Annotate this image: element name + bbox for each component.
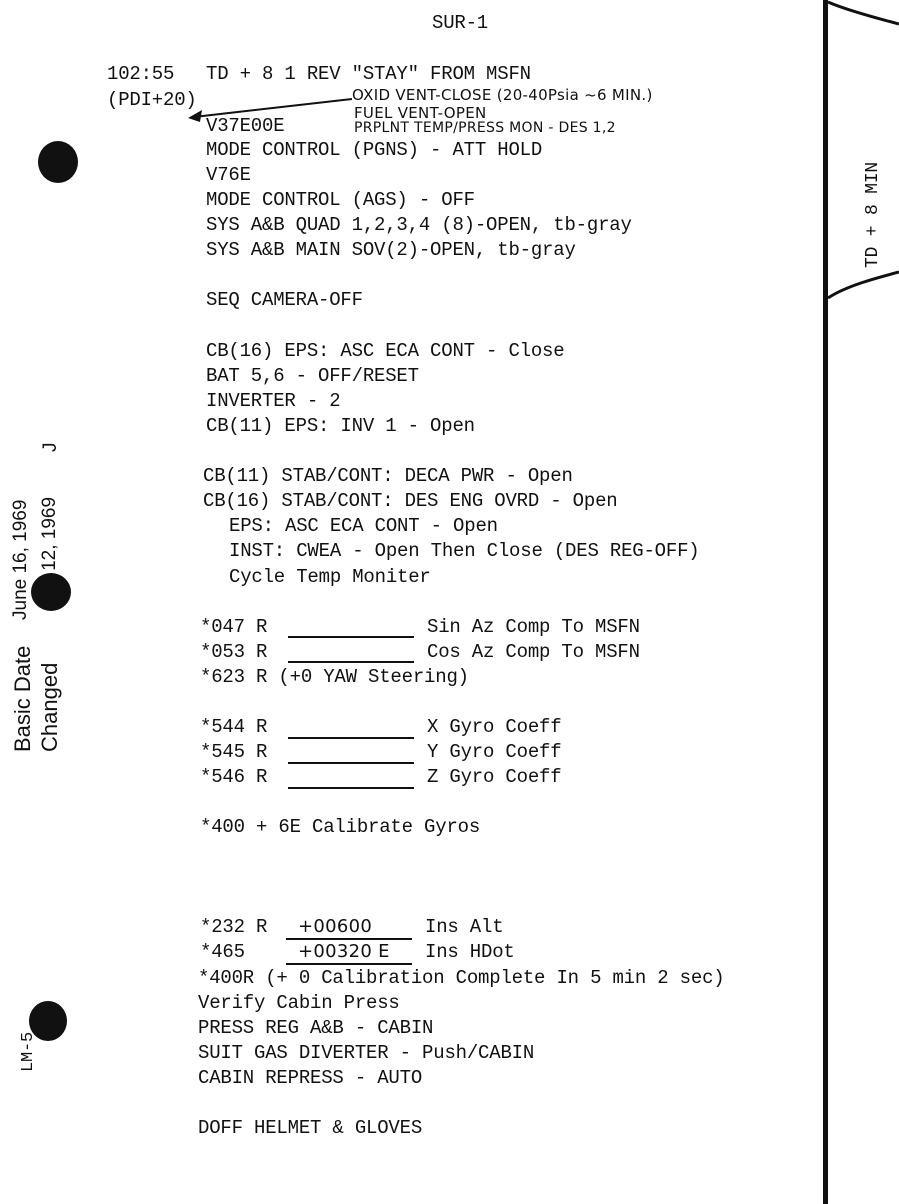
register-400r: *400R (+ 0 Calibration Complete In 5 min 2 sec) bbox=[198, 967, 725, 989]
step-cycle: Cycle Temp Moniter bbox=[229, 566, 431, 588]
register-465-value: +00320 E bbox=[298, 941, 390, 962]
register-623: *623 R (+0 YAW Steering) bbox=[200, 666, 469, 688]
register-465-blank bbox=[286, 963, 412, 965]
register-545-code: *545 R bbox=[200, 741, 268, 763]
changed-mark: J bbox=[40, 442, 61, 452]
page-id: SUR-1 bbox=[432, 12, 489, 34]
step-inst: INST: CWEA - Open Then Close (DES REG-OFF) bbox=[229, 540, 700, 562]
register-544-code: *544 R bbox=[200, 716, 268, 738]
step-camera: SEQ CAMERA-OFF bbox=[206, 289, 363, 311]
register-544-desc: X Gyro Coeff bbox=[427, 716, 562, 738]
side-tab-label: TD + 8 MIN bbox=[863, 161, 883, 268]
register-232-code: *232 R bbox=[200, 916, 268, 938]
register-047-code: *047 R bbox=[200, 616, 268, 638]
register-546-desc: Z Gyro Coeff bbox=[427, 766, 562, 788]
step-cb11-deca: CB(11) STAB/CONT: DECA PWR - Open bbox=[203, 465, 573, 487]
register-545-desc: Y Gyro Coeff bbox=[427, 741, 562, 763]
header-line: TD + 8 1 REV "STAY" FROM MSFN bbox=[206, 63, 531, 85]
register-544-blank bbox=[288, 737, 414, 739]
handwritten-prplnt: PRPLNT TEMP/PRESS MON - DES 1,2 bbox=[354, 120, 616, 136]
register-400: *400 + 6E Calibrate Gyros bbox=[200, 816, 481, 838]
register-053-code: *053 R bbox=[200, 641, 268, 663]
register-546-blank bbox=[288, 787, 414, 789]
step-bat: BAT 5,6 - OFF/RESET bbox=[206, 365, 419, 387]
register-053-blank bbox=[288, 661, 414, 663]
register-047-desc: Sin Az Comp To MSFN bbox=[427, 616, 640, 638]
changed-label: Changed bbox=[37, 662, 62, 752]
step-cabin-repress: CABIN REPRESS - AUTO bbox=[198, 1067, 423, 1089]
step-cb16-des: CB(16) STAB/CONT: DES ENG OVRD - Open bbox=[203, 490, 618, 512]
step-quad: SYS A&B QUAD 1,2,3,4 (8)-OPEN, tb-gray bbox=[206, 214, 632, 236]
step-cb11-inv: CB(11) EPS: INV 1 - Open bbox=[206, 415, 475, 437]
step-eps-asc: EPS: ASC ECA CONT - Open bbox=[229, 515, 498, 537]
document-id: LM-5 bbox=[19, 1031, 38, 1072]
step-cb16-asc: CB(16) EPS: ASC ECA CONT - Close bbox=[206, 340, 565, 362]
step-inverter: INVERTER - 2 bbox=[206, 390, 341, 412]
register-545-blank bbox=[288, 762, 414, 764]
register-232-value: +00600 bbox=[298, 916, 373, 937]
step-sov: SYS A&B MAIN SOV(2)-OPEN, tb-gray bbox=[206, 239, 576, 261]
time-stamp: 102:55 bbox=[107, 63, 175, 85]
binder-hole-top bbox=[38, 141, 78, 183]
register-232-blank bbox=[286, 938, 412, 940]
step-press-reg: PRESS REG A&B - CABIN bbox=[198, 1017, 434, 1039]
step-doff: DOFF HELMET & GLOVES bbox=[198, 1117, 423, 1139]
handwritten-oxid-vent: OXID VENT-CLOSE (20-40Psia ~6 MIN.) bbox=[352, 86, 653, 104]
basic-date-label: Basic Date bbox=[10, 645, 35, 752]
step-v37: V37E00E bbox=[206, 115, 285, 137]
step-v76: V76E bbox=[206, 164, 251, 186]
pdi-offset: (PDI+20) bbox=[107, 89, 197, 111]
register-546-code: *546 R bbox=[200, 766, 268, 788]
register-232-desc: Ins Alt bbox=[425, 916, 504, 938]
step-mode-pgns: MODE CONTROL (PGNS) - ATT HOLD bbox=[206, 139, 543, 161]
register-053-desc: Cos Az Comp To MSFN bbox=[427, 641, 640, 663]
step-suit-gas: SUIT GAS DIVERTER - Push/CABIN bbox=[198, 1042, 535, 1064]
changed-value: July 12, 1969 bbox=[39, 496, 60, 610]
register-465-code: *465 bbox=[200, 941, 245, 963]
handwritten-fuel-vent: FUEL VENT-OPEN bbox=[354, 104, 487, 122]
basic-date-value: June 16, 1969 bbox=[10, 499, 31, 620]
register-047-blank bbox=[288, 636, 414, 638]
step-verify: Verify Cabin Press bbox=[198, 992, 400, 1014]
register-465-desc: Ins HDot bbox=[425, 941, 515, 963]
step-mode-ags: MODE CONTROL (AGS) - OFF bbox=[206, 189, 475, 211]
